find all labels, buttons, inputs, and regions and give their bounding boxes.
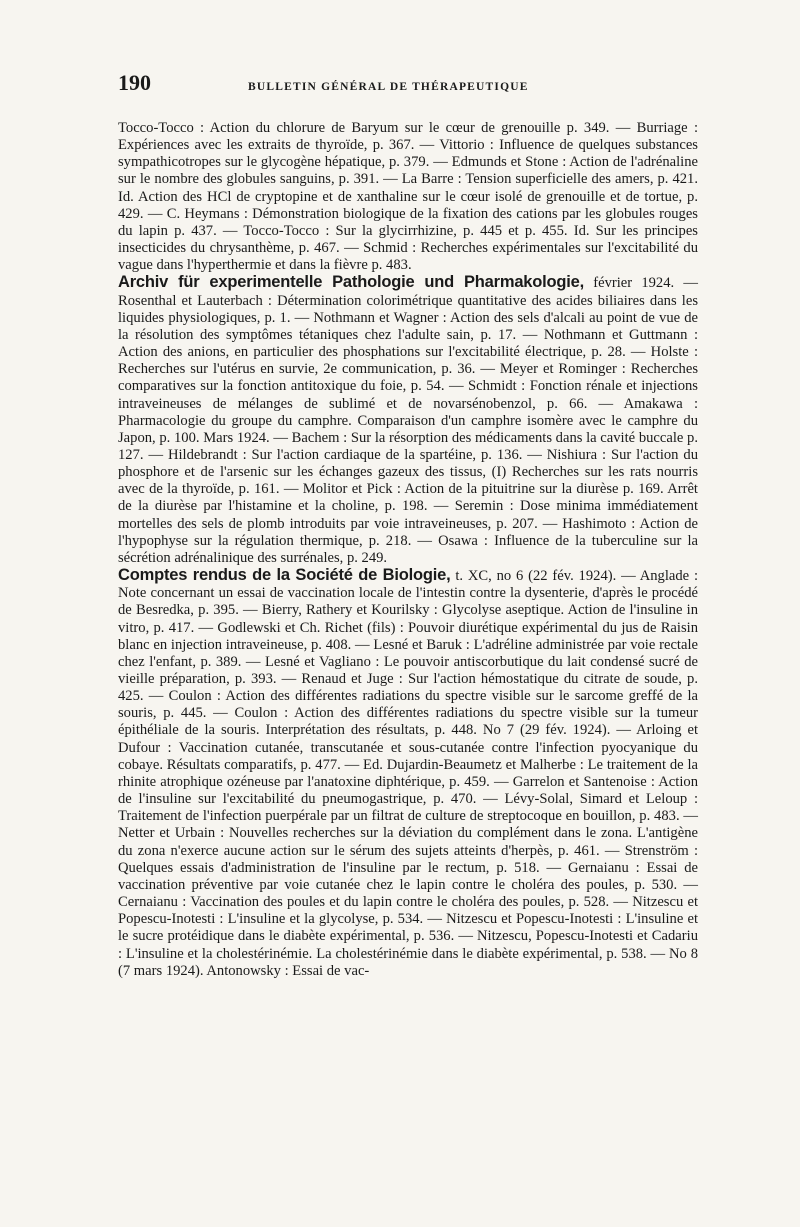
section-title-archiv: Archiv für experimentelle Pathologie und Pharmakologie, xyxy=(118,273,585,292)
page-number: 190 xyxy=(118,70,151,95)
running-head: BULLETIN GÉNÉRAL DE THÉRAPEUTIQUE xyxy=(248,81,529,93)
section-date-archiv: février 1924. xyxy=(584,275,675,292)
paragraph-tocco: Tocco-Tocco : Action du chlorure de Baryum sur le cœur de grenouille p. 349. — Burriage : Expériences avec les extraits de thyroïde, p. 367. — Vittorio : Influence de quelques substances sympathicotropes sur le glycogène hépatique, p. 379. — Edmunds et Stone : Action de l'adrénaline sur le nombre des globules sanguins, p. 391. — La Barre : Tension superficielle des amers, p. 421. Id. Action des HCl de cryptopine et de xanthaline sur le cœur isolé de grenouille et de tortue, p. 429. — C. Heymans : Démonstration biologique de la fixation des cations par les globules rouges du lapin p. 437. — Tocco-Tocco : Sur la glycirrhizine, p. 445 et p. 455. Id. Sur les principes insecticides du chrysanthème, p. 467. — Schmid : Recherches expérimentales sur l'excitabilité du vague dans l'hyperthermie et dans la fièvre p. 483. xyxy=(118,120,698,274)
archiv-abstracts: — Rosenthal et Lauterbach : Détermination colorimétrique quantitative des acides biliaires dans les liquides physiologiques, p. 1. — Nothmann et Wagner : Action des sels d'alcali au point de vue de la résolution des symptômes tétaniques chez l'adulte sain, p. 17. — Nothmann et Guttmann : Action des anions, en particulier des phosphations sur l'excitabilité électrique, p. 28. — Holste : Recherches sur l'utérus en survie, 2e communication, p. 36. — Meyer et Rominger : Recherches comparatives sur la fonction antitoxique du foie, p. 54. — Schmidt : Fonction rénale et injections intraveineuses de mélanges de sublimé et de novarsénobenzol, p. 66. — Amakawa : Pharmacologie du groupe du camphre. Comparaison d'un camphre isomère avec le camphre du Japon, p. 100. Mars 1924. — Bachem : Sur la résorption des médicaments dans la cavité buccale p. 127. — Hildebrandt : Sur l'action cardiaque de la spartéine, p. 136. — Nishiura : Sur l'action du phosphore et de l'arsenic sur les échanges gazeux des tissus, (I) Recherches sur les rats nourris avec de la thyroïde, p. 161. — Molitor et Pick : Action de la pituitrine sur la diurèse p. 169. Arrêt de la diurèse par l'histamine et la choline, p. 198. — Seremin : Dose minima immédiatement mortelles des sels de plomb introduits par voie intraveineuses, p. 207. — Hashimoto : Action de l'hypophyse sur la régulation thermique, p. 218. — Osawa : Influence de la tuberculine sur la sécrétion adrénalinique des surrénales, p. 249. xyxy=(118,275,698,566)
paragraph-comptes-rendus xyxy=(118,567,698,980)
journal-page xyxy=(118,70,698,980)
section-title-comptes-rendus: Comptes rendus de la Société de Biologie, xyxy=(118,566,451,585)
section-date-comptes-rendus: t. XC, no 6 (22 fév. 1924). — xyxy=(450,568,636,585)
paragraph-archiv xyxy=(118,274,698,567)
comptes-rendus-abstracts: Anglade : Note concernant un essai de vaccination locale de l'intestin contre la dysenterie, d'après le procédé de Besredka, p. 395. — Bierry, Rathery et Kourilsky : Glycolyse aseptique. Action de l'insuline in vitro, p. 417. — Godlewski et Ch. Richet (fils) : Pouvoir diurétique expérimental du jus de Raisin blanc en injection intraveineuse, p. 408. — Lesné et Baruk : L'adréline administrée par voie rectale chez l'enfant, p. 389. — Lesné et Vagliano : Le pouvoir antiscorbutique du lait condensé sucré de vieille préparation, p. 393. — Renaud et Juge : Sur l'action hémostatique du citrate de soude, p. 425. — Coulon : Action des différentes radiations du spectre visible sur le sarcome greffé de la souris, p. 445. — Coulon : Action des différentes radiations du spectre visible sur la tumeur épithéliale de la souris. Interprétation des résultats, p. 448. No 7 (29 fév. 1924). — Arloing et Dufour : Vaccination cutanée, transcutanée et sous-cutanée contre l'infection pyocyanique du cobaye. Résultats comparatifs, p. 477. — Ed. Dujardin-Beaumetz et Malherbe : Le traitement de la rhinite atrophique ozéneuse par l'anatoxine diphtérique, p. 459. — Garrelon et Santenoise : Action de l'insuline sur l'excitabilité du pneumogastrique, p. 470. — Lévy-Solal, Simard et Leloup : Traitement de l'infection puerpérale par un filtrat de culture de streptocoque en bouillon, p. 483. — Netter et Urbain : Nouvelles recherches sur la déviation du complément dans le zona. L'antigène du zona n'exerce aucune action sur le sérum des sujets atteints d'herpès, p. 461. — Strenström : Quelques essais d'administration de l'insuline par le rectum, p. 518. — Gernaianu : Essai de vaccination préventive par voie cutanée chez le lapin contre le choléra des poules, p. 530. — Cernaianu : Vaccination des poules et du lapin contre le choléra des poules, p. 528. — Nitzescu et Popescu-Inotesti : L'insuline et la glycolyse, p. 534. — Nitzescu et Popescu-Inotesti : L'insuline et le sucre protéidique dans le diabète expérimental, p. 536. — Nitzescu, Popescu-Inotesti et Cadariu : L'insuline et la cholestérinémie. La cholestérinémie dans le diabète expérimental, p. 538. — No 8 (7 mars 1924). Antonowsky : Essai de vac- xyxy=(118,568,698,979)
page-header xyxy=(118,70,698,96)
